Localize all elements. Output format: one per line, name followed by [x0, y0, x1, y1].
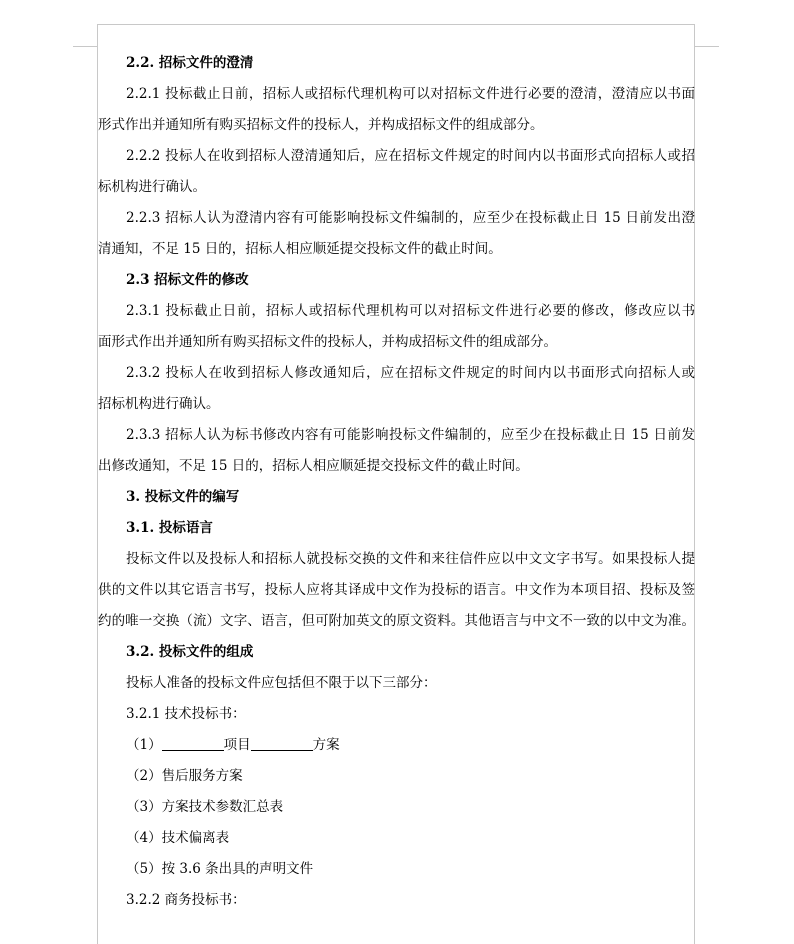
document-body	[98, 48, 695, 916]
list-item-5: （5）按 3.6 条出具的声明文件	[126, 861, 314, 877]
paragraph-2-2-3-line1: 2.2.3 招标人认为澄清内容有可能影响投标文件编制的，应至少在投标截止日 15 日前发出澄	[126, 210, 695, 226]
section-heading-2-3: 2.3 招标文件的修改	[126, 272, 249, 288]
paragraph-2-2-2-line1: 2.2.2 投标人在收到招标人澄清通知后，应在招标文件规定的时间内以书面形式向招标人或招	[126, 148, 695, 164]
section-heading-3-2: 3.2. 投标文件的组成	[126, 644, 254, 660]
paragraph-2-3-2-line2: 招标机构进行确认。	[98, 396, 220, 412]
paragraph-2-2-1-line2: 形式作出并通知所有购买招标文件的投标人，并构成招标文件的组成部分。	[98, 117, 544, 133]
blank-line-project	[162, 736, 224, 751]
list-item-4: （4）技术偏离表	[126, 830, 230, 846]
paragraph-2-3-1-line2: 面形式作出并通知所有购买招标文件的投标人，并构成招标文件的组成部分。	[98, 334, 557, 350]
blank-line-plan	[251, 736, 313, 751]
subsection-3-2-1: 3.2.1 技术投标书：	[126, 706, 246, 722]
list-item-1-project: 项目	[223, 737, 251, 753]
section-heading-3-1: 3.1. 投标语言	[126, 520, 213, 536]
paragraph-3-2-intro: 投标人准备的投标文件应包括但不限于以下三部分：	[126, 675, 437, 691]
page-corner-mark-left	[73, 46, 97, 47]
paragraph-3-1-line3: 约的唯一交换（流）文字、语言，但可附加英文的原文资料。其他语言与中文不一致的以中文为准。	[98, 613, 695, 629]
list-item-1	[98, 730, 695, 761]
paragraph-2-2-2-line2: 标机构进行确认。	[98, 179, 206, 195]
list-item-3: （3）方案技术参数汇总表	[126, 799, 284, 815]
section-heading-3: 3. 投标文件的编写	[126, 489, 240, 505]
page-corner-mark-right	[695, 46, 719, 47]
subsection-3-2-2: 3.2.2 商务投标书：	[126, 892, 246, 908]
section-heading-2-2: 2.2. 招标文件的澄清	[126, 55, 254, 71]
paragraph-2-2-1-line1: 2.2.1 投标截止日前，招标人或招标代理机构可以对招标文件进行必要的澄清，澄清应以书面	[126, 86, 695, 102]
paragraph-2-3-2-line1: 2.3.2 投标人在收到招标人修改通知后，应在招标文件规定的时间内以书面形式向招标人或	[126, 365, 695, 381]
list-item-1-plan: 方案	[312, 737, 340, 753]
paragraph-2-3-1-line1: 2.3.1 投标截止日前，招标人或招标代理机构可以对招标文件进行必要的修改，修改应以书	[126, 303, 695, 319]
paragraph-2-2-3-line2: 清通知，不足 15 日的，招标人相应顺延提交投标文件的截止时间。	[98, 241, 502, 257]
paragraph-2-3-3-line2: 出修改通知，不足 15 日的，招标人相应顺延提交投标文件的截止时间。	[98, 458, 529, 474]
paragraph-3-1-line2: 供的文件以其它语言书写，投标人应将其译成中文作为投标的语言。中文作为本项目招、投标及签	[98, 582, 695, 598]
paragraph-2-3-3-line1: 2.3.3 招标人认为标书修改内容有可能影响投标文件编制的，应至少在投标截止日 15 日前发	[126, 427, 695, 443]
list-item-2: （2）售后服务方案	[126, 768, 243, 784]
paragraph-3-1-line1: 投标文件以及投标人和招标人就投标交换的文件和来往信件应以中文文字书写。如果投标人提	[126, 551, 695, 567]
list-item-1-number: （1）	[126, 737, 162, 753]
